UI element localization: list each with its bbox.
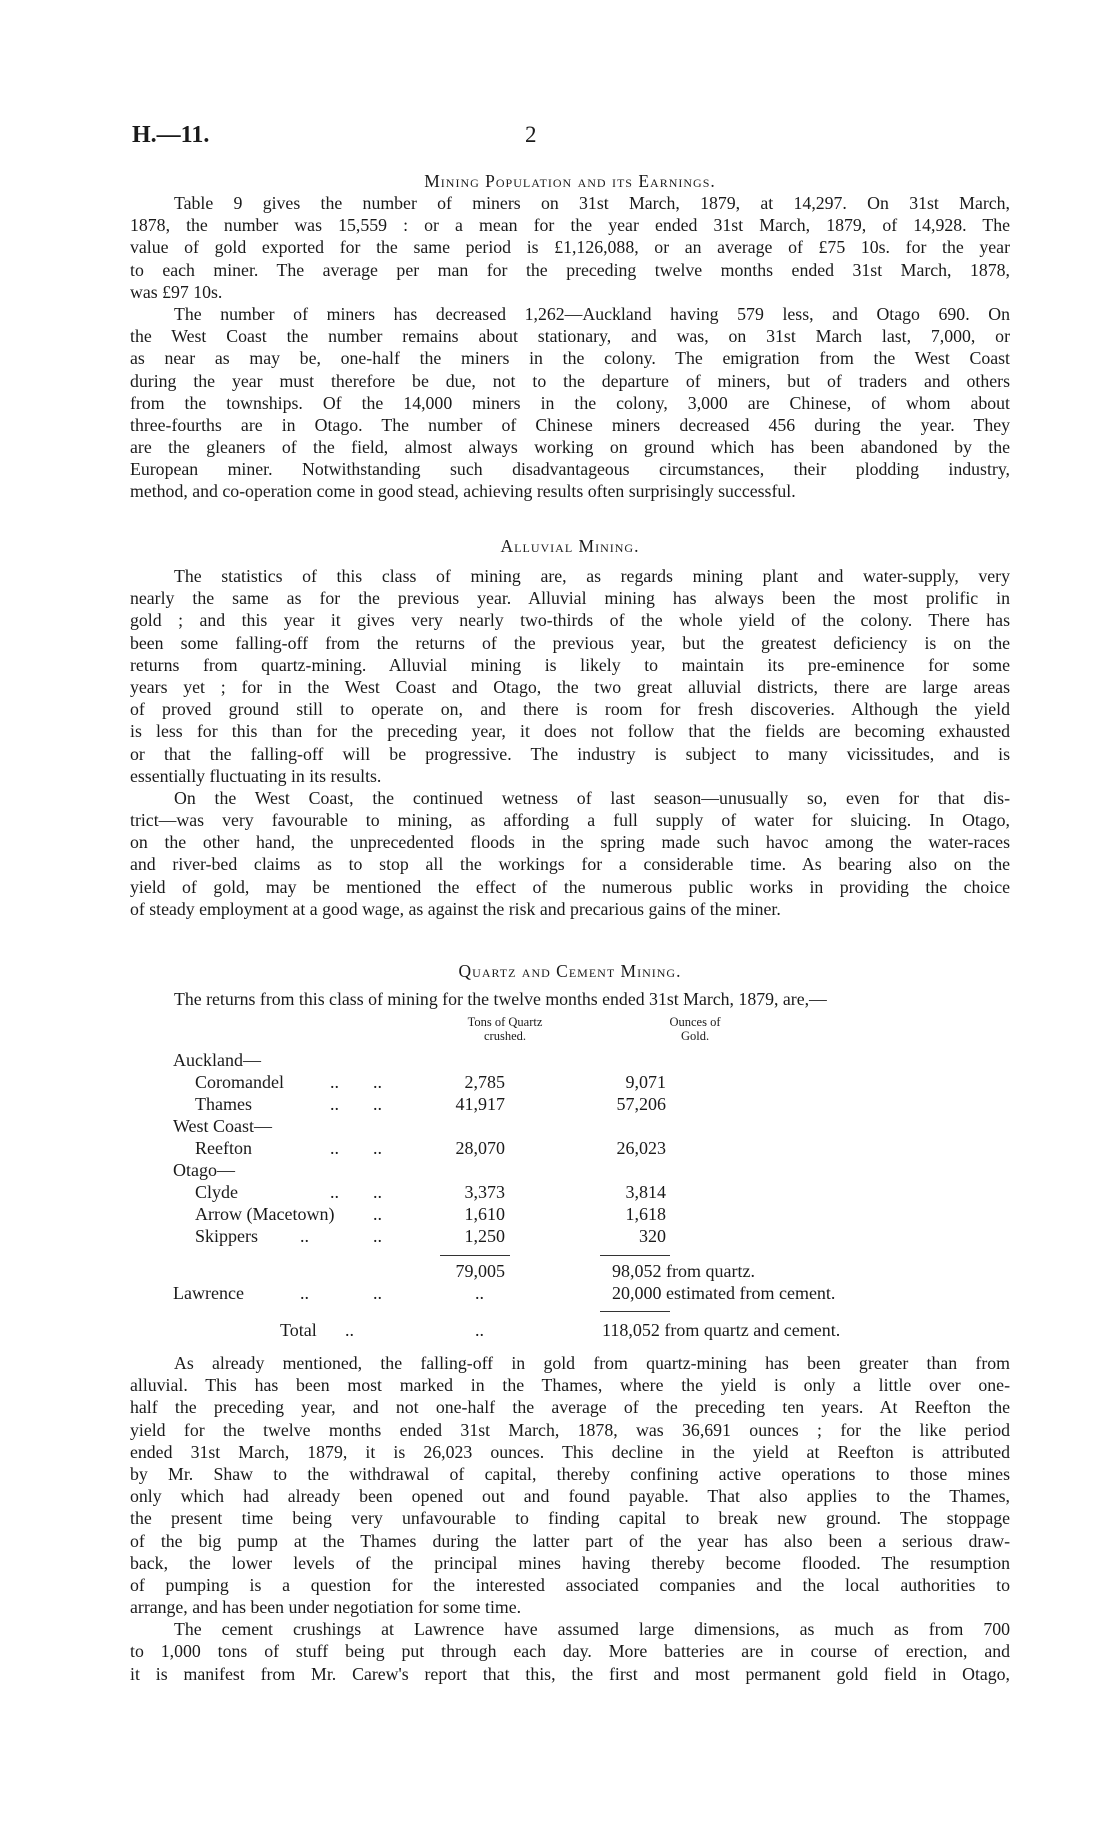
paragraph-line: The statistics of this class of mining are, as regards mining plant and water-supply, very: [174, 566, 1010, 586]
paragraph-line: been some falling-off from the returns of the previous year, but the greatest deficiency is on the: [130, 632, 1010, 653]
gold-value: 9,071: [625, 1072, 666, 1092]
document-reference: H.—11.: [132, 122, 210, 148]
page-header: [132, 122, 1012, 152]
leader-dots: ..: [373, 1072, 382, 1092]
column-header-line: Ounces of: [669, 1015, 721, 1029]
paragraph: [130, 192, 1010, 303]
paragraph-line: As already mentioned, the falling-off in gold from quartz-mining has been greater than from: [174, 1353, 1010, 1373]
paragraph-line: back, the lower levels of the principal mines having thereby become flooded. The resumption: [130, 1552, 1010, 1573]
leader-dots: ..: [345, 1320, 354, 1340]
field-name: Arrow (Macetown): [195, 1204, 335, 1224]
column-header-gold: [645, 1015, 745, 1043]
gold-total: 118,052 from quartz and cement.: [602, 1320, 841, 1340]
leader-dots: ..: [373, 1204, 382, 1224]
table-row: [130, 1182, 1010, 1204]
district-label: Auckland—: [173, 1050, 261, 1070]
tons-subtotal: 79,005: [455, 1261, 505, 1281]
paragraph-line: European miner. Notwithstanding such disadvantageous circumstances, their plodding industry,: [130, 459, 1010, 480]
paragraph-line: only which had already been opened out and found payable. That also applies to the Thames,: [130, 1486, 1010, 1507]
paragraph-line: Table 9 gives the number of miners on 31st March, 1879, at 14,297. On 31st March,: [174, 193, 1010, 213]
paragraph-line: yield for the twelve months ended 31st March, 1878, was 36,691 ounces ; for the like period: [130, 1419, 1010, 1440]
paragraph-line: method, and co-operation come in good stead, achieving results often surprisingly successful.: [130, 481, 796, 502]
section-heading: Quartz and Cement Mining.: [458, 961, 682, 981]
table-group-label: [130, 1160, 1010, 1182]
section-alluvial-mining: [130, 535, 1010, 920]
gold-value: 3,814: [625, 1182, 666, 1202]
paragraph-line: three-fourths are in Otago. The number of Chinese miners decreased 456 during the year. They: [130, 414, 1010, 435]
paragraph-line: by Mr. Shaw to the withdrawal of capital, thereby confining active operations to those mines: [130, 1463, 1010, 1484]
subtotal-rule: [440, 1255, 510, 1256]
field-name: Reefton: [195, 1138, 252, 1158]
paragraph-line: or that the falling-off will be progressive. The industry is subject to many vicissitudes, and is: [130, 743, 1010, 764]
section-mining-population: [130, 170, 1010, 503]
column-header-line: Gold.: [680, 1029, 710, 1043]
leader-dots: ..: [330, 1138, 339, 1158]
subtotal-rule: [600, 1255, 670, 1256]
paragraph-line: to 1,000 tons of stuff being put through each day. More batteries are in course of erection, and: [130, 1641, 1010, 1662]
field-name: Thames: [195, 1094, 252, 1114]
gold-value: 57,206: [616, 1094, 666, 1114]
paragraph-line: to each miner. The average per man for the preceding twelve months ended 31st March, 1878,: [130, 259, 1010, 280]
paragraph-line: The returns from this class of mining for the twelve months ended 31st March, 1879, are,—: [174, 989, 827, 1009]
paragraph-line: The number of miners has decreased 1,262—Auckland having 579 less, and Otago 690. On: [174, 303, 1010, 324]
paragraph-line: of steady employment at a good wage, as against the risk and precarious gains of the miner.: [130, 898, 781, 919]
paragraph-line: are the gleaners of the field, almost always working on ground which has been abandoned by the: [130, 437, 1010, 458]
paragraph-line: 1878, the number was 15,559 : or a mean for the year ended 31st March, 1879, of 14,928. The: [130, 215, 1010, 236]
subtotal-row: [130, 1261, 1010, 1283]
paragraph-line: On the West Coast, the continued wetness of last season—unusually so, even for that dis-: [174, 787, 1010, 808]
table-row: [130, 1072, 1010, 1094]
table-row: [130, 1094, 1010, 1116]
table-row: [130, 1138, 1010, 1160]
paragraph-line: ended 31st March, 1879, it is 26,023 ounces. This decline in the yield at Reefton is attributed: [130, 1441, 1010, 1462]
leader-dots: ..: [330, 1072, 339, 1092]
paragraph-line: of the big pump at the Thames during the latter part of the year has also been a serious draw-: [130, 1530, 1010, 1551]
table-group-label: [130, 1050, 1010, 1072]
section-heading: Alluvial Mining.: [500, 536, 640, 556]
tons-value: 1,610: [464, 1204, 505, 1224]
field-name: Coromandel: [195, 1072, 284, 1092]
gold-value: 1,618: [625, 1204, 666, 1224]
district-label: West Coast—: [173, 1116, 273, 1136]
leader-dots: ..: [330, 1182, 339, 1202]
paragraph-line: alluvial. This has been most marked in the Thames, where the yield is only a little over one-: [130, 1375, 1010, 1396]
tons-value: 1,250: [464, 1226, 505, 1246]
paragraph-line: from the townships. Of the 14,000 miners in the colony, 3,000 are Chinese, of whom about: [130, 392, 1010, 413]
column-header-line: Tons of Quartz: [467, 1015, 543, 1029]
paragraph-line: The cement crushings at Lawrence have assumed large dimensions, as much as from 700: [174, 1619, 1010, 1640]
leader-dots: ..: [373, 1283, 382, 1303]
gold-subtotal: 98,052 from quartz.: [612, 1261, 755, 1281]
paragraph-line: on the other hand, the unprecedented floods in the spring made such havoc among the water-races: [130, 832, 1010, 853]
paragraph: [130, 988, 1010, 1010]
total-rule: [600, 1311, 670, 1312]
field-name: Clyde: [195, 1182, 238, 1202]
leader-dots: ..: [300, 1226, 309, 1246]
paragraph: [130, 565, 1010, 787]
column-header-tons: [440, 1015, 570, 1043]
section-quartz-mining: [130, 960, 1010, 1010]
paragraph-line: and river-bed claims as to stop all the workings for a considerable time. As bearing also on the: [130, 854, 1010, 875]
paragraph-line: of pumping is a question for the interested associated companies and the local authorities to: [130, 1574, 1010, 1595]
gold-value: 26,023: [616, 1138, 666, 1158]
total-label: Total: [280, 1320, 317, 1340]
paragraph-line: the present time being very unfavourable to finding capital to break new ground. The stoppage: [130, 1508, 1010, 1529]
paragraph: [130, 1352, 1010, 1618]
section-heading: Mining Population and its Earnings.: [424, 171, 716, 191]
table-row: [130, 1283, 1010, 1305]
gold-value: 20,000 estimated from cement.: [612, 1283, 836, 1303]
paragraph: [130, 1618, 1010, 1685]
leader-dots: ..: [373, 1094, 382, 1114]
paragraph: [130, 787, 1010, 920]
paragraph-line: during the year must therefore be due, not to the departure of miners, but of traders and others: [130, 370, 1010, 391]
paragraph-line: arrange, and has been under negotiation for some time.: [130, 1597, 522, 1618]
tons-value: 2,785: [464, 1072, 505, 1092]
paragraph-line: half the preceding year, and not one-half the average of the preceding ten years. At Reefton the: [130, 1397, 1010, 1418]
column-header-line: crushed.: [484, 1029, 526, 1043]
paragraph-line: nearly the same as for the previous year. Alluvial mining has always been the most prolific in: [130, 588, 1010, 609]
leader-dots: ..: [475, 1320, 484, 1340]
page-number: 2: [525, 122, 537, 147]
leader-dots: ..: [373, 1226, 382, 1246]
paragraph-line: as near as may be, one-half the miners in the colony. The emigration from the West Coast: [130, 348, 1010, 369]
paragraph-line: the West Coast the number remains about stationary, and was, on 31st March last, 7,000, or: [130, 326, 1010, 347]
field-name: Lawrence: [173, 1283, 244, 1303]
tons-value: 28,070: [455, 1138, 505, 1158]
paragraph-line: returns from quartz-mining. Alluvial mining is likely to maintain its pre-eminence for some: [130, 654, 1010, 675]
leader-dots: ..: [330, 1094, 339, 1114]
leader-dots: ..: [373, 1182, 382, 1202]
paragraph-line: is less for this than for the preceding year, it does not follow that the fields are becoming exhausted: [130, 721, 1010, 742]
section-quartz-mining-body: [130, 1352, 1010, 1685]
field-name: Skippers: [195, 1226, 258, 1246]
paragraph: [130, 303, 1010, 503]
table-group-label: [130, 1116, 1010, 1138]
paragraph-line: years yet ; for in the West Coast and Otago, the two great alluvial districts, there are large areas: [130, 676, 1010, 697]
gold-value: 320: [639, 1226, 666, 1246]
paragraph-line: essentially fluctuating in its results.: [130, 765, 382, 786]
table-row: [130, 1204, 1010, 1226]
district-label: Otago—: [173, 1160, 235, 1180]
table-row: [130, 1226, 1010, 1248]
leader-dots: ..: [300, 1283, 309, 1303]
tons-value: 41,917: [455, 1094, 505, 1114]
paragraph-line: of proved ground still to operate on, and there is room for fresh discoveries. Although the yield: [130, 699, 1010, 720]
leader-dots: ..: [475, 1283, 484, 1303]
paragraph-line: it is manifest from Mr. Carew's report that this, the first and most permanent gold field in Otago,: [130, 1663, 1010, 1684]
paragraph-line: value of gold exported for the same period is £1,126,088, or an average of £75 10s. for the year: [130, 237, 1010, 258]
leader-dots: ..: [373, 1138, 382, 1158]
total-row: [130, 1320, 1010, 1342]
tons-value: 3,373: [464, 1182, 505, 1202]
paragraph-line: was £97 10s.: [130, 281, 223, 302]
paragraph-line: gold ; and this year it gives very nearly two-thirds of the whole yield of the colony. There has: [130, 610, 1010, 631]
paragraph-line: trict—was very favourable to mining, as affording a full supply of water for sluicing. In Otago,: [130, 810, 1010, 831]
paragraph-line: yield of gold, may be mentioned the effect of the numerous public works in providing the choice: [130, 876, 1010, 897]
